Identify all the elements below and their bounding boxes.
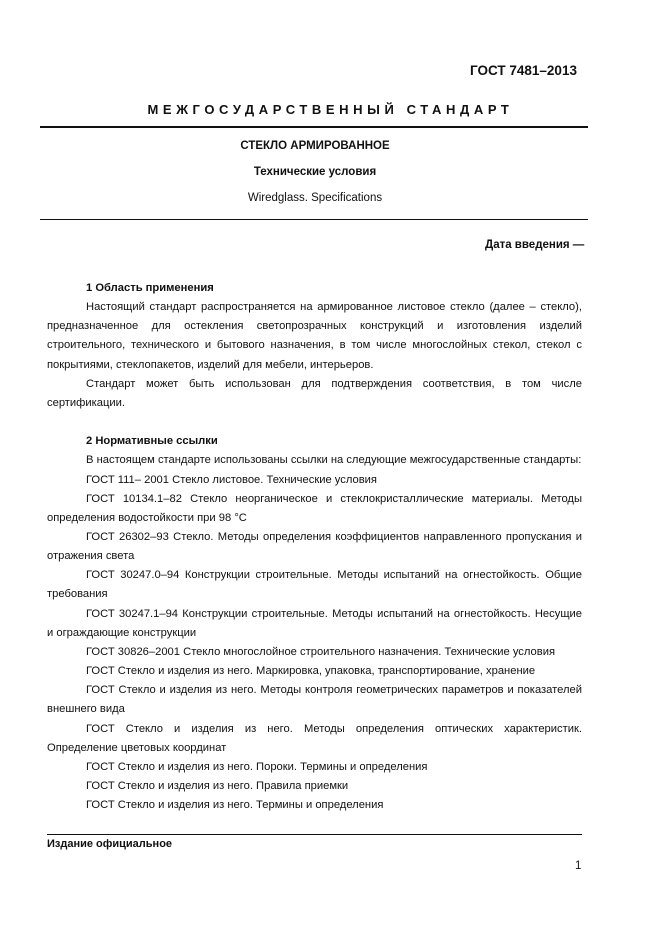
- document-code: ГОСТ 7481–2013: [470, 63, 577, 78]
- title-rule: [40, 219, 588, 220]
- paragraph: В настоящем стандарте использованы ссылки на следующие межгосударственные стандарты:: [86, 454, 582, 467]
- paragraph: Стандарт может быть использован для подтверждения соответствия, в том числе сертификации.: [47, 377, 582, 409]
- reference-item: ГОСТ Стекло и изделия из него. Правила приемки: [86, 780, 349, 793]
- footer-rule: [47, 834, 582, 835]
- section-gap: [47, 413, 582, 432]
- document-subtitle: Технические условия: [253, 166, 377, 178]
- document-title: СТЕКЛО АРМИРОВАННОЕ: [240, 140, 390, 152]
- reference-item: ГОСТ 111– 2001 Стекло листовое. Технические условия: [86, 473, 377, 486]
- reference-item: ГОСТ Стекло и изделия из него. Маркировка, упаковка, транспортирование, хранение: [86, 665, 536, 678]
- reference-item: ГОСТ Стекло и изделия из него. Пороки. Термины и определения: [86, 760, 428, 773]
- intro-date: Дата введения —: [485, 239, 585, 251]
- reference-item: ГОСТ 30247.0–94 Конструкции строительные. Методы испытаний на огнестойкость. Общие требования: [47, 569, 582, 601]
- reference-item: ГОСТ 10134.1–82 Стекло неорганическое и стеклокристаллические материалы. Методы определения водостойкости при 98 °С: [47, 492, 582, 524]
- reference-item: ГОСТ Стекло и изделия из него. Методы определения оптических характеристик. Определение цветовых координат: [47, 722, 582, 754]
- reference-item: ГОСТ 26302–93 Стекло. Методы определения коэффициентов направленного пропускания и отражения света: [47, 531, 582, 563]
- standard-type: МЕЖГОСУДАРСТВЕННЫЙ СТАНДАРТ: [147, 102, 514, 117]
- reference-item: ГОСТ 30247.1–94 Конструкции строительные. Методы испытаний на огнестойкость. Несущие и ограждающие конструкции: [47, 607, 582, 639]
- reference-item: ГОСТ Стекло и изделия из него. Термины и определения: [86, 799, 384, 812]
- section-heading: 1 Область применения: [86, 282, 214, 294]
- top-rule: [40, 126, 588, 128]
- page-number: 1: [575, 860, 582, 872]
- paragraph: Настоящий стандарт распространяется на армированное листовое стекло (далее – стекло), предназначенное для остекления светопрозрачных конструкций и изготовления изделий строительного, технического и бытового назначения, в том числе многослойных стекол, стекол с покрытиями, стеклопакетов, изделий для мебели, интерьеров.: [47, 301, 582, 371]
- document-body: [47, 279, 582, 815]
- edition-label: Издание официальное: [47, 838, 173, 850]
- reference-item: ГОСТ Стекло и изделия из него. Методы контроля геометрических параметров и показателей внешнего вида: [47, 684, 582, 716]
- section-heading: 2 Нормативные ссылки: [86, 435, 218, 448]
- document-title-en: Wiredglass. Specifications: [247, 192, 383, 204]
- reference-item: ГОСТ 30826–2001 Стекло многослойное строительного назначения. Технические условия: [86, 645, 556, 658]
